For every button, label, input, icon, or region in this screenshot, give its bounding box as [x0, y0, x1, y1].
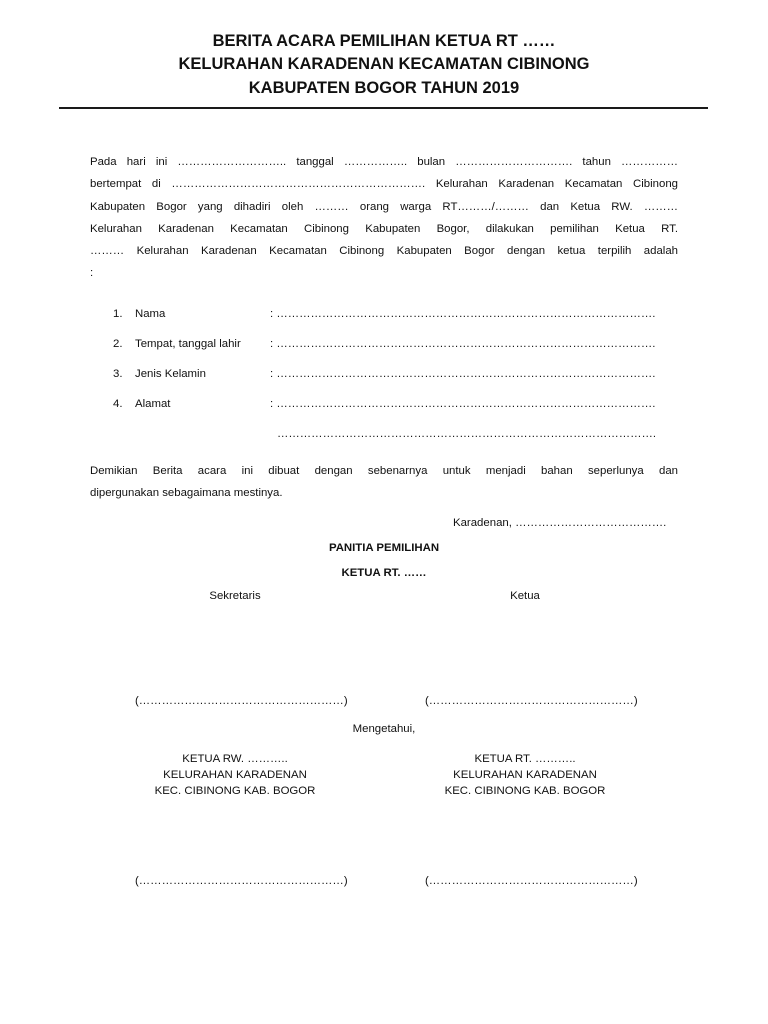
chair-signature-line: (………………………………………………): [425, 695, 638, 707]
secretary-signature-line: (………………………………………………): [135, 695, 348, 707]
rt-official-kelurahan: KELURAHAN KARADENAN: [453, 769, 597, 781]
committee-subtitle: KETUA RT. ……: [341, 567, 427, 579]
intro-line: Kelurahan Karadenan Kecamatan Cibinong Kabupaten Bogor, dilakukan pemilihan Ketua RT.: [90, 222, 678, 235]
field-row-alamat: [113, 397, 655, 411]
field-row-nama: [113, 307, 655, 321]
rw-official-kelurahan: KELURAHAN KARADENAN: [163, 769, 307, 781]
intro-line: Kabupaten Bogor yang dihadiri oleh ……… orang warga RT………/……… dan Ketua RW. ………: [90, 200, 678, 213]
field-number: 1.: [113, 308, 123, 320]
closing-line: dipergunakan sebagaimana mestinya.: [90, 487, 283, 500]
secretary-label: Sekretaris: [209, 590, 261, 602]
field-number: 3.: [113, 368, 123, 380]
rt-official-kecamatan: KEC. CIBINONG KAB. BOGOR: [444, 785, 606, 797]
closing-line: Demikian Berita acara ini dibuat dengan sebenarnya untuk menjadi bahan seperlunya dan: [90, 465, 678, 477]
field-row-jenis-kelamin: [113, 367, 655, 381]
rt-official-title: KETUA RT. ………..: [474, 753, 576, 765]
field-row-tempat-tanggal-lahir: [113, 337, 655, 351]
field-value: : ……………………………………………………………………………………….: [270, 398, 656, 410]
chair-label: Ketua: [510, 590, 540, 602]
field-value: : ……………………………………………………………………………………….: [270, 338, 656, 350]
intro-line: ……… Kelurahan Karadenan Kecamatan Cibinong Kabupaten Bogor dengan ketua terpilih adalah: [90, 245, 678, 258]
intro-paragraph: [90, 151, 678, 285]
closing-paragraph: [90, 460, 678, 505]
field-label: Alamat: [135, 398, 171, 410]
field-label: Nama: [135, 308, 166, 320]
rw-signature-line: (………………………………………………): [135, 875, 348, 887]
document-title-line1: BERITA ACARA PEMILIHAN KETUA RT ……: [212, 32, 556, 50]
document-title-line3: KABUPATEN BOGOR TAHUN 2019: [248, 79, 520, 97]
field-number: 2.: [113, 338, 123, 350]
rw-official-kecamatan: KEC. CIBINONG KAB. BOGOR: [154, 785, 316, 797]
rw-official-title: KETUA RW. ………..: [182, 753, 288, 765]
document-title-line2: KELURAHAN KARADENAN KECAMATAN CIBINONG: [178, 55, 590, 73]
field-value: : ……………………………………………………………………………………….: [270, 308, 656, 320]
place-date: Karadenan, ………………………………….: [453, 517, 667, 529]
address-continuation: ……………………………………………………………………………………….: [277, 428, 657, 440]
intro-line: :: [90, 267, 94, 280]
header-divider: [59, 107, 708, 109]
committee-title: PANITIA PEMILIHAN: [328, 542, 440, 554]
acknowledgement-label: Mengetahui,: [352, 723, 416, 735]
field-number: 4.: [113, 398, 123, 410]
intro-line: bertempat di …………………………………………………………. Kelurahan Karadenan Kecamatan Cibinong: [90, 178, 678, 191]
field-label: Tempat, tanggal lahir: [135, 338, 241, 350]
field-value: : ……………………………………………………………………………………….: [270, 368, 656, 380]
intro-line: Pada hari ini ……………………….. tanggal …………….. bulan …………………………. tahun ……………: [90, 156, 678, 168]
field-label: Jenis Kelamin: [135, 368, 206, 380]
rt-signature-line: (………………………………………………): [425, 875, 638, 887]
